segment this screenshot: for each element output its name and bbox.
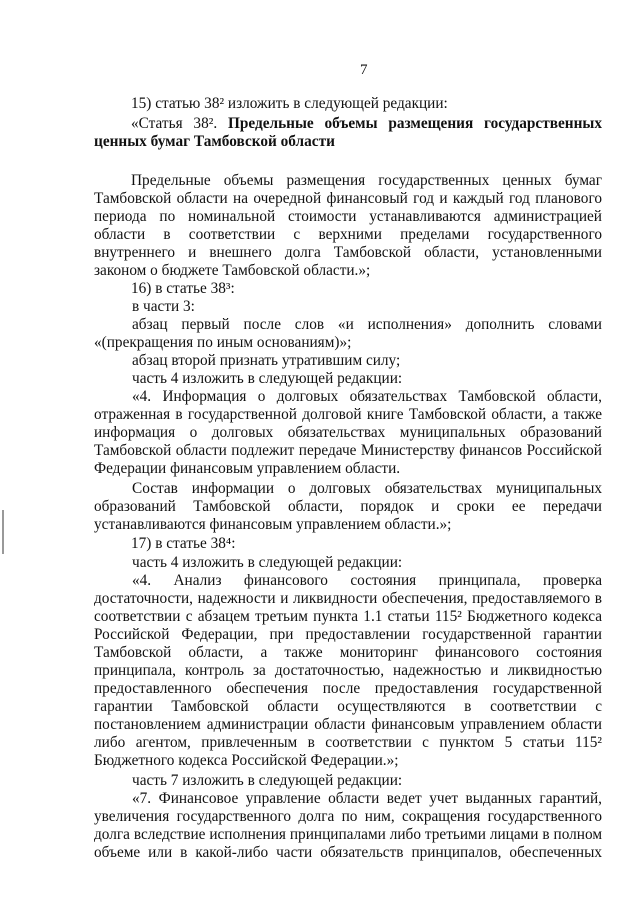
text-line: «7. Финансовое управление области ведет учет выданных гарантий, bbox=[132, 790, 602, 807]
text-line: объеме или в какой-либо части обязательств принципалов, обеспеченных bbox=[94, 844, 602, 861]
text-line: либо агентом, привлеченным в соответствии с пунктом 5 статьи 115² bbox=[94, 734, 602, 751]
text-line: предоставленного обеспечения после предоставления государственной bbox=[94, 680, 602, 697]
text-line: 15) статью 38² изложить в следующей редакции: bbox=[131, 95, 448, 112]
text-line: Федерации финансовым управлением области. bbox=[94, 460, 401, 477]
text-line: 16) в статье 38³: bbox=[131, 280, 235, 297]
text-line: в части 3: bbox=[132, 298, 195, 315]
text-line: Состав информации о долговых обязательствах муниципальных bbox=[132, 480, 602, 497]
text-line: часть 4 изложить в следующей редакции: bbox=[132, 554, 403, 571]
text-line: законом о бюджете Тамбовской области.»; bbox=[94, 262, 371, 279]
text-line: «4. Анализ финансового состояния принципала, проверка bbox=[132, 572, 602, 589]
article-heading-title: Предельные объемы размещения государственных bbox=[227, 115, 603, 132]
text-line: периода по номинальной стоимости устанавливаются администрацией bbox=[94, 208, 602, 225]
article-heading-line bbox=[94, 133, 602, 151]
text-line: образований Тамбовской области, порядок и сроки ее передачи bbox=[94, 498, 602, 515]
text-line: области в соответствии с верхними пределами государственного bbox=[94, 226, 602, 243]
text-line: 17) в статье 38⁴: bbox=[131, 535, 236, 552]
text-line: достаточности, надежности и ликвидности обеспечения, предоставляемого в bbox=[94, 590, 602, 607]
text-line: информация о долговых обязательствах муниципальных образований bbox=[94, 424, 602, 441]
text-line: увеличения государственного долга по ним, сокращения государственного bbox=[94, 808, 602, 825]
text-line: Тамбовской области на очередной финансовый год и каждый год планового bbox=[94, 190, 602, 207]
text-line: Предельные объемы размещения государственных ценных бумаг bbox=[131, 172, 602, 189]
article-heading-number: «Статья 38². bbox=[131, 115, 228, 132]
text-line: Тамбовской области подлежит передаче Министерству финансов Российской bbox=[94, 442, 602, 459]
article-heading-line bbox=[131, 115, 602, 133]
text-line: часть 4 изложить в следующей редакции: bbox=[132, 370, 403, 387]
text-line: Российской Федерации, при предоставлении государственной гарантии bbox=[94, 626, 602, 643]
text-line: «4. Информация о долговых обязательствах Тамбовской области, bbox=[132, 388, 602, 405]
text-line: отраженная в государственной долговой книге Тамбовской области, а также bbox=[94, 406, 602, 423]
margin-mark bbox=[2, 510, 4, 554]
text-line: абзац второй признать утратившим силу; bbox=[132, 352, 401, 369]
text-line: внутреннего и внешнего долга Тамбовской области, установленными bbox=[94, 244, 602, 261]
text-line: абзац первый после слов «и исполнения» дополнить словами bbox=[132, 316, 602, 333]
text-line: устанавливаются финансовым управлением области.»; bbox=[94, 516, 452, 533]
text-line: соответствии с абзацем третьим пункта 1.1 статьи 115² Бюджетного кодекса bbox=[94, 608, 602, 625]
article-heading-title: ценных бумаг Тамбовской области bbox=[94, 133, 335, 150]
text-line: Бюджетного кодекса Российской Федерации.»; bbox=[94, 752, 399, 769]
text-line: постановлением администрации области финансовым управлением области bbox=[94, 716, 602, 733]
text-line: «(прекращения по иным основаниям)»; bbox=[94, 334, 352, 351]
text-line: гарантии Тамбовской области осуществляются в соответствии с bbox=[94, 698, 602, 715]
text-line: Тамбовской области, а также мониторинг финансового состояния bbox=[94, 644, 602, 661]
text-line: принципала, контроль за достаточностью, надежностью и ликвидностью bbox=[94, 662, 602, 679]
page-number: 7 bbox=[360, 62, 368, 78]
text-line: часть 7 изложить в следующей редакции: bbox=[132, 772, 403, 789]
text-line: долга вследствие исполнения принципалами либо третьими лицами в полном bbox=[94, 826, 602, 843]
